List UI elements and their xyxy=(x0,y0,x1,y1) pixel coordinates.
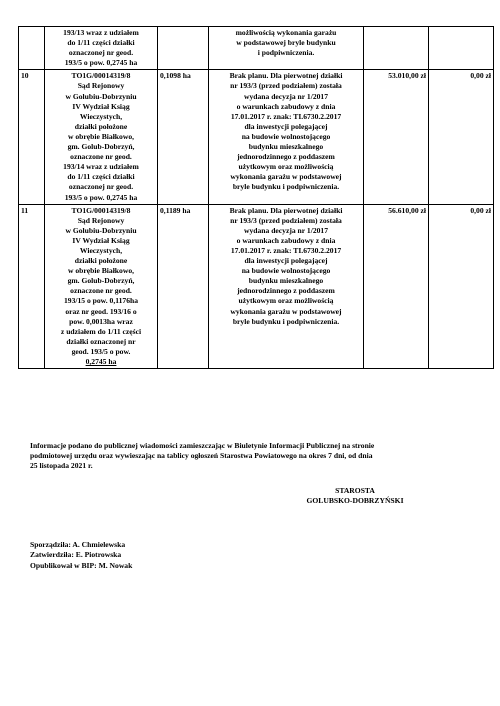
signature-title: STAROSTA xyxy=(335,486,375,495)
land-register-cell-line: w obrębie Białkowo, xyxy=(67,266,135,276)
land-register-cell-line: Sąd Rejonowy xyxy=(77,81,125,91)
land-register-cell-line: 193/5 o pow. 0,2745 ha xyxy=(64,58,138,68)
zoning-description-cell-line: budynku mieszkalnego xyxy=(248,276,324,286)
land-register-cell-line: Wieczystych, xyxy=(79,245,123,255)
zoning-description-cell-line: o warunkach zabudowy z dnia xyxy=(236,101,336,111)
zoning-description-cell-line: i podpiwniczenia. xyxy=(257,48,315,58)
zoning-description-cell-line: 17.01.2017 r. znak: TI.6730.2.2017 xyxy=(230,245,342,255)
land-register-cell-line: 193/5 o pow. 0,2745 ha xyxy=(64,192,138,202)
staff-credits xyxy=(30,540,132,571)
signature-name: GOLUBSKO-DOBRZYŃSKI xyxy=(306,496,404,506)
land-register-cell-line: oznaczonej nr geod. xyxy=(68,182,134,192)
info-line: 25 listopada 2021 r. xyxy=(30,461,93,471)
zoning-description-cell-line: na budowie wolnostojącego xyxy=(241,266,331,276)
land-register-cell xyxy=(45,27,158,70)
table-row xyxy=(19,204,494,369)
area-cell: 0,1098 ha xyxy=(158,70,209,204)
land-register-cell-line: 0,2745 ha xyxy=(85,357,117,366)
land-register-cell xyxy=(45,70,158,204)
zoning-description-cell xyxy=(209,70,364,204)
land-register-cell-line: IV Wydział Ksiąg xyxy=(72,235,130,245)
zoning-description-cell-line: wydana decyzja nr 1/2017 xyxy=(243,91,329,101)
published-by: Opublikował w BIP: M. Nowak xyxy=(30,560,133,570)
value-cell: 56.610,00 zł xyxy=(364,204,429,369)
table-row xyxy=(19,27,494,70)
fee-cell xyxy=(429,27,494,70)
info-line: Informacje podano do publicznej wiadomości zamieszczając w Biuletynie Informacji Publicznej na stronie xyxy=(30,441,375,450)
land-register-cell-line: gm. Golub-Dobrzyń, xyxy=(67,276,135,286)
table-row xyxy=(19,70,494,204)
row-number xyxy=(19,27,45,70)
land-register-cell-line: działki położone xyxy=(74,121,128,131)
area-cell xyxy=(158,27,209,70)
land-register-cell-line: w Golubiu-Dobrzyniu xyxy=(65,91,137,101)
zoning-description-cell-line: bryle budynku i podpiwniczenia. xyxy=(232,182,340,192)
zoning-description-cell xyxy=(209,204,364,369)
land-register-cell-line: IV Wydział Ksiąg xyxy=(72,101,130,111)
land-register-cell-line: gm. Golub-Dobrzyń, xyxy=(67,142,135,152)
zoning-description-cell-line: użytkowym oraz możliwością xyxy=(238,296,334,306)
value-cell: 53.010,00 zł xyxy=(364,70,429,204)
zoning-description-cell-line: o warunkach zabudowy z dnia xyxy=(236,235,336,245)
land-register-cell-line: działki oznaczonej nr xyxy=(66,336,136,346)
land-register-cell-line: 193/13 wraz z udziałem xyxy=(63,28,139,37)
zoning-description-cell-line: jednorodzinnego z poddaszem xyxy=(237,286,335,296)
zoning-description-cell-line: 17.01.2017 r. znak: TI.6730.2.2017 xyxy=(230,111,342,121)
zoning-description-cell-line: nr 193/3 (przed podziałem) została xyxy=(230,81,342,91)
row-number: 11 xyxy=(19,204,45,369)
zoning-description-cell xyxy=(209,27,364,70)
zoning-description-cell-line: wykonania garażu w podstawowej xyxy=(230,172,342,182)
row-number: 10 xyxy=(19,70,45,204)
zoning-description-cell-line: bryle budynku i podpiwniczenia. xyxy=(232,316,340,326)
land-register-cell-line: oznaczonej nr geod. xyxy=(68,48,134,58)
land-register-cell-line: Sąd Rejonowy xyxy=(77,215,125,225)
zoning-description-cell-line: Brak planu. Dla pierwotnej działki xyxy=(229,71,343,81)
land-register-cell-line: oznaczone nr geod. xyxy=(70,286,132,296)
prepared-by: Sporządziła: A. Chmielewska xyxy=(30,540,126,549)
land-register-cell-line: TO1G/00014319/8 xyxy=(71,71,131,81)
zoning-description-cell-line: dla inwestycji polegającej xyxy=(244,121,328,131)
land-register-cell-line: do 1/11 części działki xyxy=(67,38,135,48)
zoning-description-cell-line: dla inwestycji polegającej xyxy=(244,256,328,266)
land-register-cell xyxy=(45,204,158,369)
land-register-cell-line: pow. 0,0013ha wraz xyxy=(69,316,133,326)
land-register-cell-line: w Golubiu-Dobrzyniu xyxy=(65,225,137,235)
land-register-cell-line: działki położone xyxy=(74,256,128,266)
land-register-cell-line: do 1/11 części działki xyxy=(67,172,135,182)
land-register-cell-line: oraz nr geod. 193/16 o xyxy=(65,306,137,316)
zoning-description-cell-line: nr 193/3 (przed podziałem) została xyxy=(230,215,342,225)
land-register-cell-line: w obrębie Białkowo, xyxy=(67,131,135,141)
zoning-description-cell-line: wydana decyzja nr 1/2017 xyxy=(243,225,329,235)
zoning-description-cell-line: możliwością wykonania garażu xyxy=(235,28,337,37)
land-register-cell-line: 193/15 o pow. 0,1176ha xyxy=(63,296,139,306)
land-register-cell-line: 193/14 wraz z udziałem xyxy=(63,162,139,172)
land-register-cell-line: oznaczone nr geod. xyxy=(70,152,132,162)
fee-cell: 0,00 zł xyxy=(429,204,494,369)
zoning-description-cell-line: jednorodzinnego z poddaszem xyxy=(237,152,335,162)
publication-info xyxy=(30,441,485,472)
zoning-description-cell-line: budynku mieszkalnego xyxy=(248,142,324,152)
zoning-description-cell-line: użytkowym oraz możliwością xyxy=(238,162,334,172)
signature-block xyxy=(285,486,425,506)
land-register-cell-line: Wieczystych, xyxy=(79,111,123,121)
area-cell: 0,1189 ha xyxy=(158,204,209,369)
zoning-description-cell-line: na budowie wolnostojącego xyxy=(241,131,331,141)
info-line: podmiotowej urzędu oraz wywieszając na tablicy ogłoszeń Starostwa Powiatowego na okres 7 dni, od dnia xyxy=(30,451,373,461)
approved-by: Zatwierdziła: E. Piotrowska xyxy=(30,550,122,560)
zoning-description-cell-line: wykonania garażu w podstawowej xyxy=(230,306,342,316)
zoning-description-cell-line: Brak planu. Dla pierwotnej działki xyxy=(229,205,343,215)
land-register-cell-line: z udziałem do 1/11 części xyxy=(60,326,142,336)
land-register-cell-line: geod. 193/5 o pow. xyxy=(71,346,131,356)
table-body xyxy=(19,27,494,369)
value-cell xyxy=(364,27,429,70)
zoning-description-cell-line: w podstawowej bryle budynku xyxy=(236,38,336,48)
land-register-cell-line: TO1G/00014319/8 xyxy=(71,205,131,215)
property-table xyxy=(18,26,494,369)
fee-cell: 0,00 zł xyxy=(429,70,494,204)
